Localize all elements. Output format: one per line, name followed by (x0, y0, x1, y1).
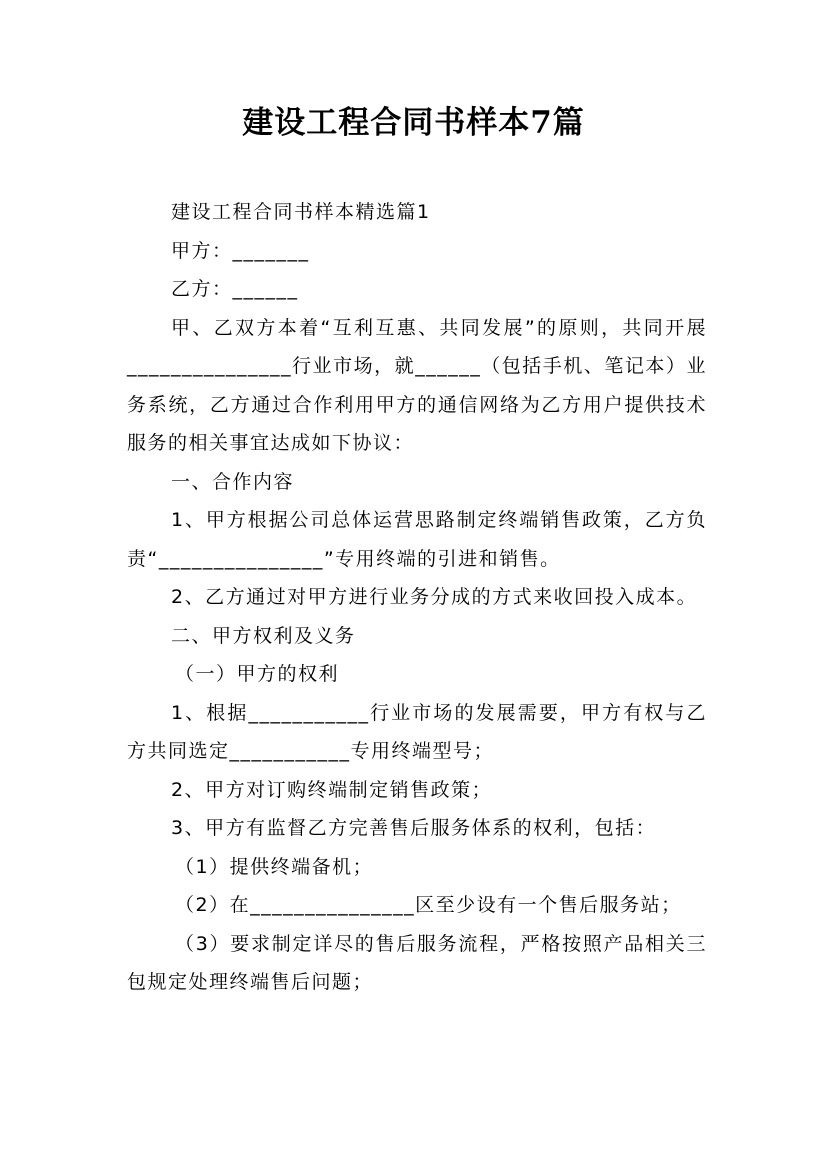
clause-heading: 二、甲方权利及义务 (171, 624, 356, 647)
section-heading: 建设工程合同书样本精选篇1 (171, 201, 431, 223)
list-item: （2）在_______________区至少设有一个售后服务站； (175, 894, 682, 916)
preamble-paragraph: 甲、乙双方本着“互利互惠、共同发展”的原则，共同开展_______________行业市场，就______（包括手机、笔记本）业务系统，乙方通过合作利用甲方的通信网络为乙方用户提供技术服务的相关事宜达成如下协议： (127, 316, 707, 454)
party-a-line: 甲方：_______ (171, 239, 310, 262)
clause-paragraph: 2、甲方对订购终端制定销售政策； (171, 778, 493, 801)
clause-paragraph: 1、甲方根据公司总体运营思路制定终端销售政策，乙方负责“_______________”专用终端的引进和销售。 (127, 509, 707, 570)
list-item: （3）要求制定详尽的售后服务流程，严格按照产品相关三包规定处理终端售后问题； (127, 932, 707, 993)
list-item: （1）提供终端备机； (175, 855, 374, 878)
party-b-line: 乙方：______ (171, 278, 299, 300)
document-title: 建设工程合同书样本7篇 (242, 105, 585, 141)
clause-paragraph: 1、根据___________行业市场的发展需要，甲方有权与乙方共同选定___________专用终端型号； (127, 701, 707, 762)
clause-paragraph: 2、乙方通过对甲方进行业务分成的方式来收回投入成本。 (171, 586, 698, 608)
subclause-heading: （一）甲方的权利 (175, 663, 340, 685)
clause-paragraph: 3、甲方有监督乙方完善售后服务体系的权利，包括： (171, 817, 657, 839)
document-body (127, 193, 707, 1002)
clause-heading: 一、合作内容 (171, 470, 295, 493)
